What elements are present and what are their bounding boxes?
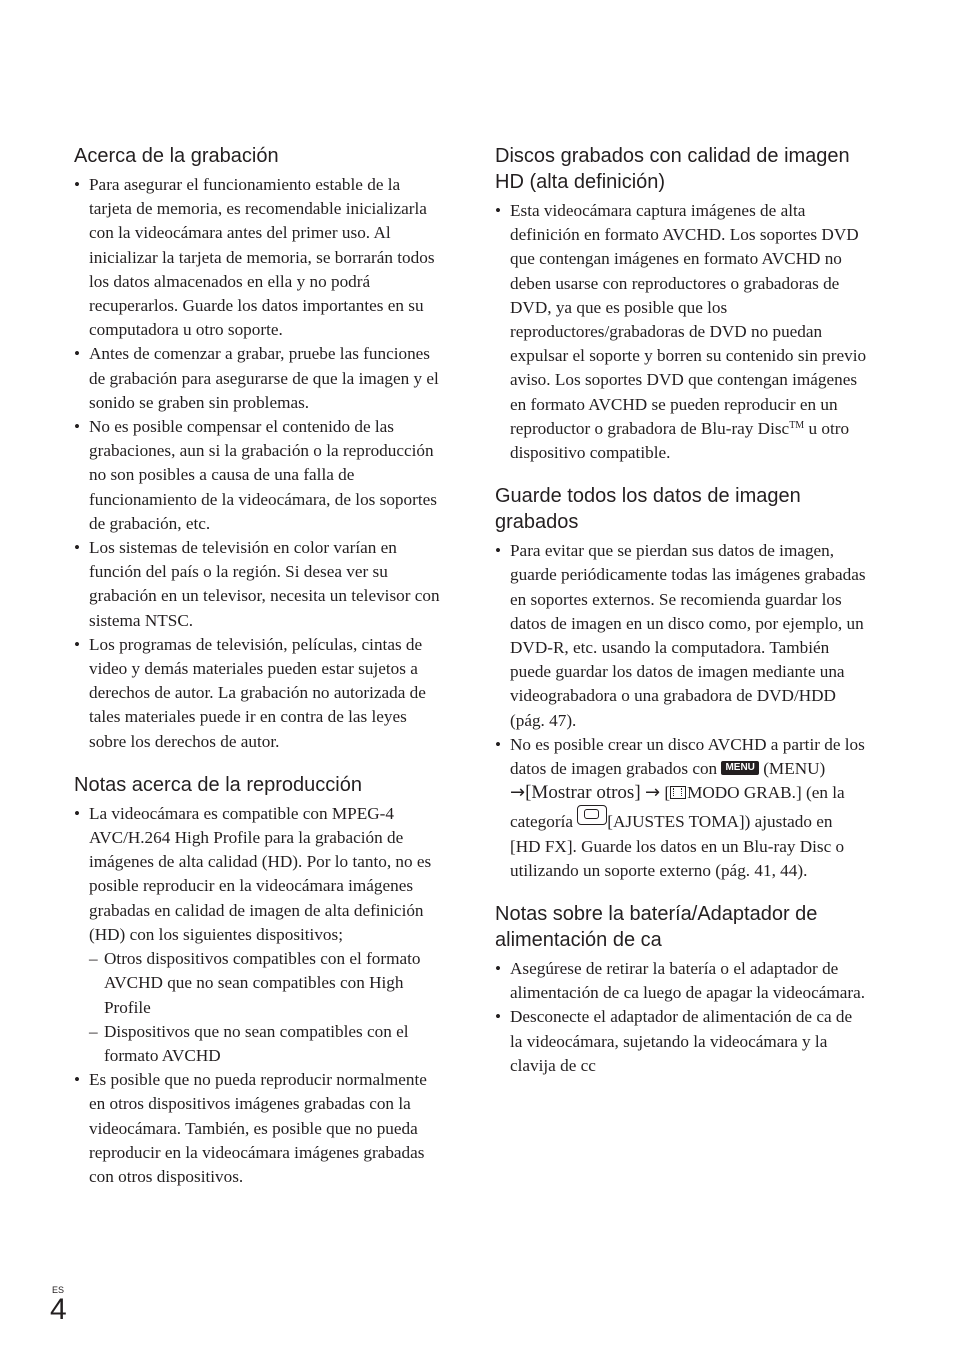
avchd-text-b: (MENU) [758,759,826,779]
avchd-text-e: MODO GRAB.] (en la categoría [510,783,845,832]
hd-discs-text-tail: u otro dispositivo compatible. [510,418,850,463]
section-title-save-data: Guarde todos los datos de imagen grabados [495,485,801,534]
arrow-right-icon: → [510,782,526,804]
recording-notes-list [74,173,444,754]
list-item: • Asegúrese de retirar la batería o el adaptador de alimentación de ca luego de apagar la videocámara. [495,957,867,1005]
camera-icon [577,805,607,825]
trademark-symbol: TM [789,419,805,431]
menu-icon: MENU [721,761,758,775]
right-column [495,143,867,1078]
list-item [74,802,444,1068]
device-sublist [89,947,444,1068]
section-title-hd-discs: Discos grabados con calidad de imagen HD (alta definición) [495,145,850,193]
list-item: • Desconecte el adaptador de alimentación de ca de la videocámara, sujetando la videocámara y la clavija de cc [495,1005,867,1078]
list-item: • Para evitar que se pierdan sus datos de imagen, guarde periódicamente todas las imágenes grabadas en soportes externos. Se recomienda guardar los datos de imagen en un disco como, por ejemplo, un DVD-R, etc. usando la computadora. También puede guardar los datos de imagen mediante una videograbadora o una grabadora de DVD/HDD (pág. 47). [495,539,867,733]
list-item: • No es posible compensar el contenido de las grabaciones, aun si la grabación o la reproducción no son posibles a causa de una falla de funcionamiento de la videocámara, de los soportes de grabación, etc. [74,415,444,536]
hd-discs-list [495,199,867,465]
playback-notes-list [74,802,444,1189]
playback-item-text: La videocámara es compatible con MPEG-4 AVC/H.264 High Profile para la grabación de imágenes de alta calidad (HD). Por lo tanto, no es posible reproducir en la videocámara imágenes grabadas en calidad de imagen de alta definición (HD) con los siguientes dispositivos; [89,803,432,944]
language-code: ES [52,1285,65,1295]
section-title-battery: Notas sobre la batería/Adaptador de alimentación de ca [495,903,818,952]
section-title-recording: Acerca de la grabación [74,145,279,167]
hd-discs-text: Esta videocámara captura imágenes de alta definición en formato AVCHD. Los soportes DVD que contengan imágenes en formato AVCHD no deben usarse con reproductores o grabadoras de DVD, ya que es posible que los reproductores/grabadoras de DVD no puedan expulsar el soporte y borren su contenido sin previo aviso. Los soportes DVD que contengan imágenes en formato AVCHD se pueden reproducir en un reproductor o grabadora de Blu-ray Disc [510,201,867,438]
list-item: • Para asegurar el funcionamiento estable de la tarjeta de memoria, es recomendable inicializarla con la videocámara antes del primer uso. Al inicializar la tarjeta de memoria, se borrarán todos los datos almacenados en ella y no podrá recuperarlos. Guarde los datos importantes en su computadora u otro soporte. [74,173,444,342]
section-title-playback: Notas acerca de la reproducción [74,773,362,796]
list-item: • Los programas de televisión, películas, cintas de video y demás materiales pueden estar sujetos a derechos de autor. La grabación no autorizada de tales materiales puede ir en contra de las leyes sobre los derechos de autor. [74,633,444,754]
avchd-text-a: No es posible crear un disco AVCHD a partir de los datos de imagen grabados con [510,734,865,779]
sub-list-item: – Otros dispositivos compatibles con el formato AVCHD que no sean compatibles con High Profile [89,947,444,1020]
arrow-right-icon: → [644,782,661,804]
avchd-text-d: [ [660,783,671,803]
save-data-list [495,539,867,883]
sub-list-item: – Dispositivos que no sean compatibles con el formato AVCHD [89,1020,444,1068]
list-item [495,733,867,883]
list-item [495,199,867,465]
battery-notes-list [495,957,867,1078]
left-column [74,143,444,1189]
avchd-text-f: [AJUSTES TOMA]) ajustado en [HD FX]. Guarde los datos en un Blu-ray Disc o utilizando un soporte externo (pág. 41, 44). [510,812,845,880]
avchd-text-c: [Mostrar otros] [525,782,641,804]
list-item: • Los sistemas de televisión en color varían en función del país o la región. Si desea ver su grabación en un televisor, necesita un televisor con sistema NTSC. [74,536,444,633]
list-item: • Antes de comenzar a grabar, pruebe las funciones de grabación para asegurarse de que la imagen y el sonido se graben sin problemas. [74,342,444,415]
list-item: • Es posible que no pueda reproducir normalmente en otros dispositivos imágenes grabadas con la videocámara. También, es posible que no pueda reproducir en la videocámara imágenes grabadas con otros dispositivos. [74,1068,444,1189]
page-number: 4 [50,1293,67,1326]
film-icon [670,786,686,799]
